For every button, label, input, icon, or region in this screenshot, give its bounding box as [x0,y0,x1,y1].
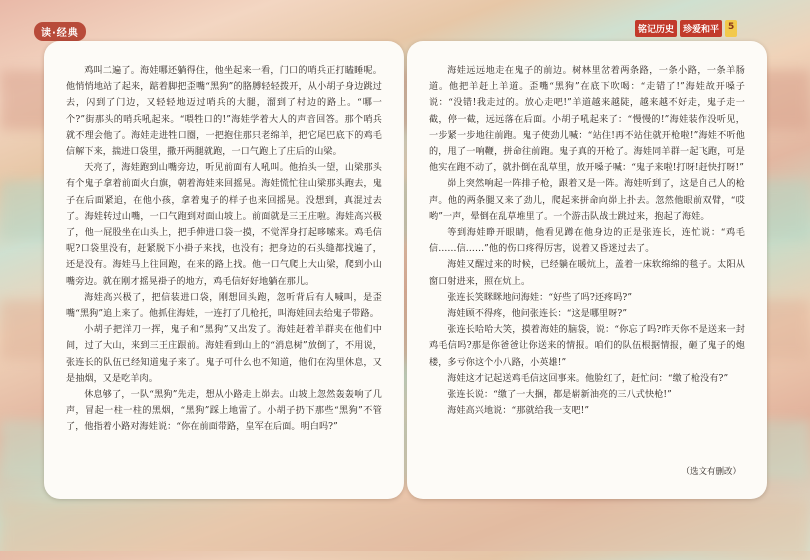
paragraph: 休息够了，一队“黑狗”先走，想从小路走上峁去。山坡上忽然轰轰响了几声，冒起一柱一柱的黑烟，“黑狗”踩上地雷了。小胡子扔下那些“黑狗”不管了，他指着小路对海娃说：“你在前面带路，皇军在后面。明白吗?” [66,390,382,433]
column-label [635,20,737,37]
paragraph: 天亮了，海娃跑到山嘴旁边，听见前面有人吼叫。他抬头一望，山梁那头有个鬼子拿着前面火白旗，朝着海娃来回摇晃。海娃慌忙往山梁那头跑去，鬼子在后面紧追，在他小孩，拿着鬼子的样子也来回摇晃。没想到，真混过去了。海娃转过山嘴，一口气跑到对面山坡上。前面就是三王庄啦。海娃高兴极了，他一屁股坐在山头上，把手伸进口袋一摸，不觉浑身打起哆嗦来。鸡毛信呢?口袋里没有，赶紧脱下小褂子来找，也没有；把身边的石头缝都找遍了，还是没有。海娃马上往回跑，在来的路上找。他一口气爬上大山梁，爬到小山嘴旁边。就在刚才摇晃褂子的地方，鸡毛信好好地躺在那儿。 [66,163,382,287]
paragraph: 张连长说：“缴了一大捆，都是崭新油亮的三八式快枪!” [447,390,672,401]
paragraph: 小胡子把洋刀一挥，鬼子和“黑狗”又出发了。海娃赶着羊群夹在他们中间，过了大山，来到三王庄跟前。海娃看到山上的“消息树”放倒了，不用说，张连长的队伍已经知道鬼子来了。鬼子可什么也不知道，他们在沟里休息，又是抽烟，又是吃羊肉。 [66,325,382,384]
left-page [44,41,404,499]
paragraph: 鸡叫二遍了。海娃哪还躺得住，他坐起来一看，门口的哨兵正打瞌睡呢。他悄悄地站了起来，踮着脚把歪嘴“黑狗”的胳膊轻轻拨开，从小胡子身边跳过去，闪到了门边，又轻轻地迈过哨兵的大腿，溜到了村边的路上。“哪一个?”街那头的哨兵吼起来。“喂牲口的!”海娃学着大人的声音回答。那个哨兵就不理会他了。海娃走进牲口圈，一把抱住那只老绵羊，把它尾巴底下的鸡毛信解下来，揣进口袋里，撒开两腿就跑，一口气跑上了庄后的山梁。 [66,66,382,158]
source-note: （选文有删改） [681,467,741,477]
paragraph: 张连长哈哈大笑，摸着海娃的脑袋，说：“你忘了吗?昨天你不是送来一封鸡毛信吗?那是你爸爸让你送来的情报。咱们的队伍根据情报，砸了鬼子的炮楼，多亏你这个小八路，小英雄!” [429,325,745,368]
paragraph: 海娃高兴地说：“那就给我一支吧!” [447,406,590,417]
paragraph: 海娃远远地走在鬼子的前边。树林里岔着两条路，一条小路，一条羊肠道。他把羊赶上羊道。歪嘴“黑狗”在底下吹喝：“走错了!”海娃故开嗓子说：“没错!我走过的。放心走吧!”羊道越来越陡，越来越不好走，鬼子走一截，停一截，远远落在后面。小胡子吼起来了：“慢慢的!”海娃装作没听见，一步紧一步地往前跑。鬼子使劲儿喊：“站住!再不站住就开枪啦!”海娃不听他的，甩了一响鞭，拼命往前跑。鬼子真的开枪了。海娃同羊群一起飞跑，可是他实在跑不动了，就扑倒在乱草里，放开嗓子喊：“鬼子来啦!打呀!赶快打呀!” [429,66,745,174]
paragraph: 海娃这才记起送鸡毛信这回事来。他脸红了，赶忙问：“缴了枪没有?” [447,373,729,384]
right-page [407,41,767,499]
paragraph: 海娃又醒过来的时候，已经躺在暖炕上，盖着一床软绵绵的毯子。太阳从窗口射进来，照在炕上。 [429,260,745,287]
column-label-history: 铭记历史 [635,20,677,37]
column-label-peace: 珍爱和平 [680,20,722,37]
paragraph: 等到海娃睁开眼睛，他看见蹲在他身边的正是张连长，连忙说：“鸡毛信……信……”他的伤口疼得厉害，说着又昏迷过去了。 [429,228,745,255]
paragraph: 海娃顾不得疼，他问张连长：“这是哪里呀?” [447,309,628,320]
paragraph: 海娃高兴极了，把信装进口袋，刚想回头跑，忽听背后有人喊叫，是歪嘴“黑狗”追上来了。他抓住海娃，一连打了几枪托，叫海娃回去给鬼子带路。 [66,292,382,320]
paragraph: 张连长笑眯眯地问海娃：“好些了吗?还疼吗?” [447,292,633,303]
unit-badge: 5 [725,20,737,37]
paragraph: 峁上突然响起一阵排子枪，跟着又是一阵。海娃听到了，这是自己人的枪声。他的两条腿又来了劲儿，爬起来拼命向峁上扑去。忽然他眼前双臂，“哎哟”一声，晕倒在乱草堆里了。一个游击队战士跳过来，抱起了海娃。 [429,179,745,222]
section-label: 读·经典 [34,22,86,41]
